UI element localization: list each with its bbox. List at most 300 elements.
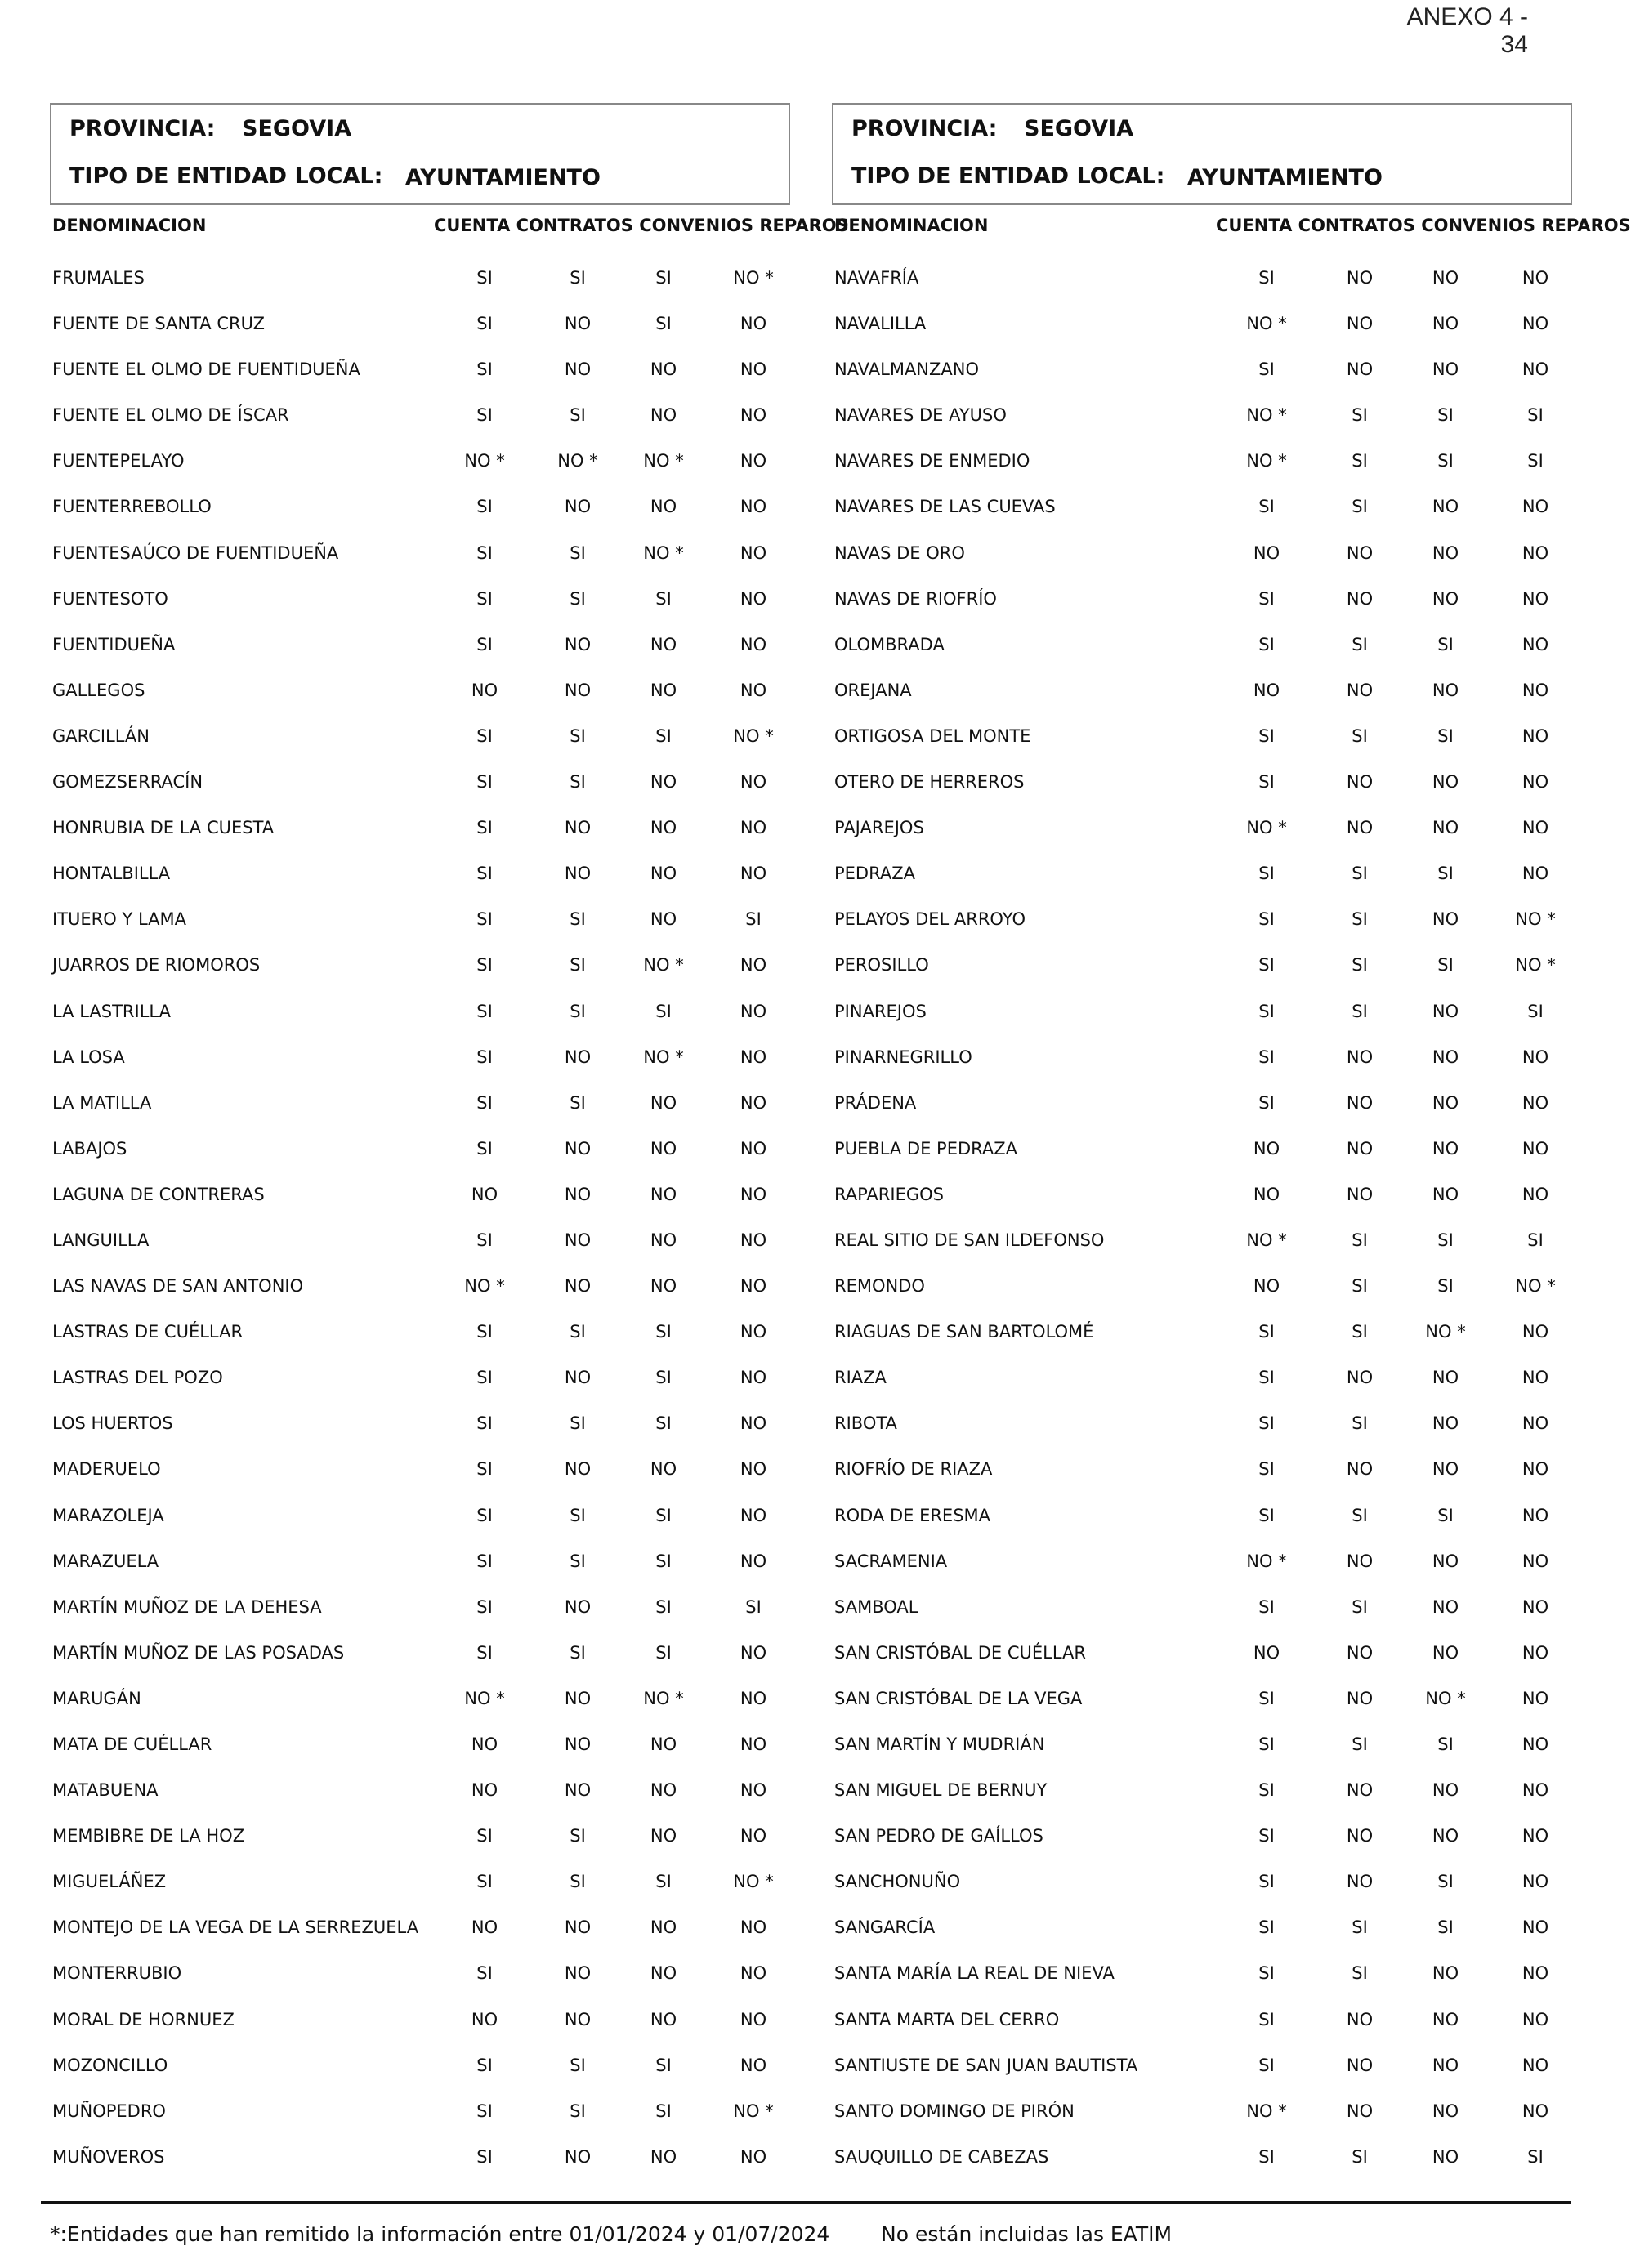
convenios-cell: NO — [650, 1826, 677, 1846]
denominacion-cell: GOMEZSERRACÍN — [52, 772, 203, 792]
reparos-cell: NO — [740, 588, 767, 609]
contratos-cell: NO — [564, 1780, 592, 1801]
reparos-cell: NO — [740, 405, 767, 426]
cuenta-cell: SI — [1258, 1092, 1275, 1113]
cuenta-cell: SI — [1258, 1688, 1275, 1708]
convenios-cell: NO — [650, 405, 677, 426]
table-row — [832, 1862, 1572, 1908]
convenios-cell: NO * — [1425, 1322, 1466, 1342]
cuenta-cell: SI — [1258, 634, 1275, 654]
convenios-cell: NO — [650, 864, 677, 884]
table-row — [50, 1404, 790, 1449]
contratos-cell: SI — [1352, 1918, 1368, 1938]
contratos-cell: NO — [1346, 1184, 1374, 1204]
denominacion-cell: SAN MIGUEL DE BERNUY — [834, 1780, 1048, 1801]
contratos-cell: NO — [564, 1184, 592, 1204]
reparos-cell: NO — [1522, 1551, 1549, 1571]
contratos-cell: NO — [1346, 1459, 1374, 1480]
cuenta-cell: SI — [476, 772, 493, 792]
convenios-cell: NO — [1432, 772, 1459, 792]
reparos-cell: NO — [1522, 1459, 1549, 1480]
contratos-cell: SI — [570, 1505, 586, 1525]
reparos-cell: NO — [740, 1963, 767, 1984]
contratos-cell: SI — [1352, 955, 1368, 976]
cuenta-cell: SI — [1258, 1734, 1275, 1754]
table-row — [50, 304, 790, 350]
convenios-cell: NO — [1432, 680, 1459, 700]
convenios-cell: NO — [1432, 1780, 1459, 1801]
denominacion-cell: PEDRAZA — [834, 864, 915, 884]
reparos-cell: NO — [1522, 818, 1549, 838]
col-contratos: CONTRATOS — [1298, 216, 1415, 235]
table-row — [832, 1725, 1572, 1770]
convenios-cell: NO — [1432, 1642, 1459, 1663]
convenios-cell: NO — [1432, 2101, 1459, 2121]
cuenta-cell: NO — [471, 1918, 498, 1938]
denominacion-cell: NAVARES DE ENMEDIO — [834, 451, 1030, 471]
contratos-cell: NO — [564, 634, 592, 654]
denominacion-cell: MIGUELÁÑEZ — [52, 1872, 167, 1892]
denominacion-cell: LAS NAVAS DE SAN ANTONIO — [52, 1276, 304, 1297]
reparos-cell: SI — [1527, 451, 1544, 471]
denominacion-cell: SANTA MARÍA LA REAL DE NIEVA — [834, 1963, 1115, 1984]
cuenta-cell: SI — [1258, 1459, 1275, 1480]
cuenta-cell: SI — [1258, 2009, 1275, 2029]
cuenta-cell: NO * — [464, 1688, 505, 1708]
reparos-cell: NO — [1522, 1780, 1549, 1801]
table-row — [832, 1083, 1572, 1129]
denominacion-cell: GALLEGOS — [52, 680, 145, 700]
table-row — [50, 1587, 790, 1633]
reparos-cell: NO — [740, 1230, 767, 1250]
contratos-cell: SI — [570, 1413, 586, 1434]
cuenta-cell: SI — [476, 1413, 493, 1434]
cuenta-cell: NO — [1253, 1642, 1280, 1663]
denominacion-cell: REMONDO — [834, 1276, 925, 1297]
col-denominacion: DENOMINACION — [834, 216, 989, 235]
reparos-cell: NO — [740, 1688, 767, 1708]
cuenta-cell: SI — [476, 2101, 493, 2121]
denominacion-cell: MARAZOLEJA — [52, 1505, 164, 1525]
table-row — [832, 671, 1572, 717]
contratos-cell: NO — [1346, 2055, 1374, 2075]
cuenta-cell: NO — [471, 1184, 498, 1204]
reparos-cell: NO — [1522, 1413, 1549, 1434]
col-reparos: REPAROS — [759, 216, 849, 235]
bottom-divider — [41, 2201, 1571, 2204]
convenios-cell: SI — [655, 1413, 672, 1434]
denominacion-cell: SANCHONUÑO — [834, 1872, 961, 1892]
table-row — [832, 625, 1572, 671]
cuenta-cell: SI — [1258, 1780, 1275, 1801]
reparos-cell: NO — [740, 1276, 767, 1297]
reparos-cell: NO — [740, 2055, 767, 2075]
contratos-cell: SI — [1352, 1230, 1368, 1250]
reparos-cell: NO — [740, 772, 767, 792]
table-row — [832, 1404, 1572, 1449]
convenios-cell: NO — [650, 1138, 677, 1159]
cuenta-cell: SI — [1258, 772, 1275, 792]
convenios-cell: SI — [655, 314, 672, 334]
denominacion-cell: OREJANA — [834, 680, 912, 700]
convenios-cell: SI — [655, 2055, 672, 2075]
cuenta-cell: SI — [476, 2055, 493, 2075]
denominacion-cell: NAVAFRÍA — [834, 268, 919, 288]
reparos-cell: NO — [1522, 268, 1549, 288]
reparos-cell: NO — [740, 451, 767, 471]
table-row — [50, 1679, 790, 1725]
contratos-cell: SI — [570, 1642, 586, 1663]
denominacion-cell: LANGUILLA — [52, 1230, 150, 1250]
convenios-cell: SI — [1437, 1276, 1454, 1297]
denominacion-cell: RIOFRÍO DE RIAZA — [834, 1459, 993, 1480]
cuenta-cell: NO — [471, 1734, 498, 1754]
table-row — [832, 1129, 1572, 1175]
denominacion-cell: NAVAS DE RIOFRÍO — [834, 588, 997, 609]
table-row — [832, 2137, 1572, 2183]
table-row — [832, 1633, 1572, 1679]
denominacion-cell: SAN PEDRO DE GAÍLLOS — [834, 1826, 1043, 1846]
header-box — [50, 103, 790, 205]
convenios-cell: NO — [650, 1459, 677, 1480]
convenios-cell: NO * — [643, 1047, 684, 1067]
convenios-cell: NO — [1432, 1826, 1459, 1846]
convenios-cell: NO — [1432, 909, 1459, 930]
reparos-cell: NO — [740, 497, 767, 517]
cuenta-cell: SI — [476, 359, 493, 380]
contratos-cell: NO — [1346, 1642, 1374, 1663]
contratos-cell: NO — [1346, 2009, 1374, 2029]
contratos-cell: SI — [570, 909, 586, 930]
cuenta-cell: SI — [476, 497, 493, 517]
table-row — [832, 1816, 1572, 1862]
reparos-cell: NO — [1522, 497, 1549, 517]
contratos-cell: NO — [564, 314, 592, 334]
cuenta-cell: NO * — [1246, 451, 1287, 471]
reparos-cell: NO * — [1515, 909, 1556, 930]
cuenta-cell: NO — [1253, 542, 1280, 563]
convenios-cell: NO — [1432, 2146, 1459, 2167]
reparos-cell: NO * — [733, 268, 774, 288]
cuenta-cell: SI — [476, 1872, 493, 1892]
reparos-cell: NO — [740, 955, 767, 976]
cuenta-cell: NO — [1253, 1276, 1280, 1297]
contratos-cell: SI — [1352, 864, 1368, 884]
contratos-cell: NO — [1346, 314, 1374, 334]
provincia-value: SEGOVIA — [1024, 116, 1134, 141]
cuenta-cell: NO * — [464, 1276, 505, 1297]
denominacion-cell: JUARROS DE RIOMOROS — [52, 955, 261, 976]
table-row — [832, 1542, 1572, 1587]
table-row — [832, 1312, 1572, 1358]
table-row — [832, 1496, 1572, 1542]
table-row — [50, 487, 790, 533]
contratos-cell: SI — [1352, 909, 1368, 930]
contratos-cell: NO — [564, 1230, 592, 1250]
col-contratos: CONTRATOS — [516, 216, 633, 235]
reparos-cell: NO — [740, 1322, 767, 1342]
reparos-cell: NO — [740, 1918, 767, 1938]
convenios-cell: NO — [1432, 314, 1459, 334]
table-row — [50, 1266, 790, 1312]
provincia-value: SEGOVIA — [242, 116, 352, 141]
denominacion-cell: RIAZA — [834, 1368, 887, 1388]
denominacion-cell: NAVAS DE ORO — [834, 542, 965, 563]
cuenta-cell: SI — [1258, 1413, 1275, 1434]
denominacion-cell: MONTERRUBIO — [52, 1963, 182, 1984]
denominacion-cell: PINAREJOS — [834, 1001, 927, 1021]
convenios-cell: SI — [655, 1368, 672, 1388]
reparos-cell: NO — [1522, 1918, 1549, 1938]
contratos-cell: SI — [1352, 1276, 1368, 1297]
cuenta-cell: NO * — [1246, 1230, 1287, 1250]
table-row — [832, 1175, 1572, 1221]
convenios-cell: NO — [1432, 1047, 1459, 1067]
denominacion-cell: PRÁDENA — [834, 1092, 917, 1113]
table-row — [832, 1679, 1572, 1725]
denominacion-cell: SAN CRISTÓBAL DE CUÉLLAR — [834, 1642, 1087, 1663]
denominacion-cell: NAVALILLA — [834, 314, 927, 334]
convenios-cell: NO * — [643, 1688, 684, 1708]
page-label: ANEXO 4 - 34 — [1406, 3, 1528, 58]
convenios-cell: NO — [1432, 1184, 1459, 1204]
cuenta-cell: SI — [476, 1551, 493, 1571]
contratos-cell: SI — [1352, 725, 1368, 746]
table-row — [50, 945, 790, 991]
table-row — [50, 1908, 790, 1953]
cuenta-cell: SI — [1258, 955, 1275, 976]
cuenta-cell: SI — [476, 1092, 493, 1113]
cuenta-cell: SI — [476, 1047, 493, 1067]
header-box — [832, 103, 1572, 205]
denominacion-cell: HONRUBIA DE LA CUESTA — [52, 818, 275, 838]
table-row — [832, 854, 1572, 900]
table-row — [50, 350, 790, 395]
reparos-cell: NO — [1522, 1505, 1549, 1525]
reparos-cell: NO — [740, 1368, 767, 1388]
tipo-entidad-label: TIPO DE ENTIDAD LOCAL: — [851, 163, 1165, 189]
convenios-cell: SI — [655, 1872, 672, 1892]
table-row — [832, 1221, 1572, 1266]
contratos-cell: SI — [1352, 2146, 1368, 2167]
contratos-cell: SI — [570, 542, 586, 563]
contratos-cell: NO — [564, 864, 592, 884]
table-row — [50, 808, 790, 854]
denominacion-cell: SANTIUSTE DE SAN JUAN BAUTISTA — [834, 2055, 1138, 2075]
contratos-cell: SI — [1352, 1505, 1368, 1525]
reparos-cell: NO — [1522, 1963, 1549, 1984]
reparos-cell: NO — [740, 1001, 767, 1021]
contratos-cell: NO — [564, 1047, 592, 1067]
convenios-cell: NO — [1432, 2009, 1459, 2029]
table-row — [50, 717, 790, 762]
convenios-cell: SI — [655, 1596, 672, 1617]
convenios-cell: SI — [655, 268, 672, 288]
contratos-cell: SI — [1352, 497, 1368, 517]
cuenta-cell: SI — [476, 634, 493, 654]
convenios-cell: SI — [1437, 1505, 1454, 1525]
convenios-cell: NO — [1432, 818, 1459, 838]
reparos-cell: SI — [1527, 2146, 1544, 2167]
table-row — [50, 441, 790, 487]
table-row — [832, 1770, 1572, 1816]
right-table-body — [832, 258, 1572, 2183]
footnote: *:Entidades que han remitido la información entre 01/01/2024 y 01/07/2024 — [50, 2222, 830, 2246]
convenios-cell: NO — [1432, 497, 1459, 517]
reparos-cell: NO — [740, 1734, 767, 1754]
contratos-cell: NO — [564, 497, 592, 517]
contratos-cell: NO — [564, 2146, 592, 2167]
contratos-cell: SI — [570, 1826, 586, 1846]
convenios-cell: SI — [1437, 864, 1454, 884]
cuenta-cell: SI — [476, 1505, 493, 1525]
reparos-cell: NO — [1522, 1734, 1549, 1754]
table-row — [832, 441, 1572, 487]
table-row — [50, 900, 790, 945]
cuenta-cell: NO — [1253, 1184, 1280, 1204]
denominacion-cell: LABAJOS — [52, 1138, 127, 1159]
reparos-cell: SI — [1527, 405, 1544, 426]
cuenta-cell: SI — [1258, 497, 1275, 517]
convenios-cell: SI — [1437, 634, 1454, 654]
reparos-cell: SI — [1527, 1230, 1544, 1250]
denominacion-cell: MOZONCILLO — [52, 2055, 168, 2075]
contratos-cell: SI — [1352, 1963, 1368, 1984]
contratos-cell: SI — [570, 268, 586, 288]
reparos-cell: NO — [740, 2009, 767, 2029]
denominacion-cell: HONTALBILLA — [52, 864, 171, 884]
reparos-cell: NO — [1522, 864, 1549, 884]
reparos-cell: NO — [740, 680, 767, 700]
contratos-cell: NO — [1346, 1092, 1374, 1113]
denominacion-cell: PINARNEGRILLO — [834, 1047, 972, 1067]
denominacion-cell: PELAYOS DEL ARROYO — [834, 909, 1026, 930]
column-headers — [832, 216, 1631, 248]
table-row — [50, 1129, 790, 1175]
cuenta-cell: SI — [1258, 1001, 1275, 1021]
denominacion-cell: MARTÍN MUÑOZ DE LA DEHESA — [52, 1596, 322, 1617]
convenios-cell: NO — [650, 1963, 677, 1984]
column-headers — [50, 216, 849, 248]
convenios-cell: SI — [1437, 451, 1454, 471]
denominacion-cell: NAVARES DE LAS CUEVAS — [834, 497, 1056, 517]
cuenta-cell: SI — [476, 1368, 493, 1388]
denominacion-cell: LA LOSA — [52, 1047, 125, 1067]
denominacion-cell: MORAL DE HORNUEZ — [52, 2009, 235, 2029]
table-row — [832, 2000, 1572, 2046]
convenios-cell: NO — [650, 1276, 677, 1297]
denominacion-cell: FUENTE EL OLMO DE ÍSCAR — [52, 405, 289, 426]
table-row — [50, 1770, 790, 1816]
denominacion-cell: LA LASTRILLA — [52, 1001, 171, 1021]
reparos-cell: NO — [1522, 1092, 1549, 1113]
contratos-cell: NO — [1346, 2101, 1374, 2121]
table-row — [50, 854, 790, 900]
table-row — [832, 900, 1572, 945]
contratos-cell: SI — [1352, 1413, 1368, 1434]
reparos-cell: NO — [740, 1138, 767, 1159]
contratos-cell: SI — [1352, 1734, 1368, 1754]
cuenta-cell: SI — [1258, 1918, 1275, 1938]
left-table-body — [50, 258, 790, 2183]
col-convenios: CONVENIOS — [639, 216, 754, 235]
contratos-cell: SI — [1352, 634, 1368, 654]
cuenta-cell: SI — [476, 864, 493, 884]
table-row — [50, 2092, 790, 2137]
convenios-cell: NO — [650, 680, 677, 700]
contratos-cell: SI — [570, 725, 586, 746]
cuenta-cell: SI — [1258, 1368, 1275, 1388]
contratos-cell: NO — [564, 1688, 592, 1708]
cuenta-cell: SI — [1258, 1963, 1275, 1984]
convenios-cell: NO — [1432, 2055, 1459, 2075]
contratos-cell: NO — [564, 1918, 592, 1938]
table-row — [50, 1496, 790, 1542]
denominacion-cell: FUENTERREBOLLO — [52, 497, 212, 517]
reparos-cell: NO — [1522, 1596, 1549, 1617]
table-row — [832, 487, 1572, 533]
contratos-cell: NO — [1346, 1551, 1374, 1571]
cuenta-cell: NO * — [1246, 1551, 1287, 1571]
contratos-cell: SI — [1352, 405, 1368, 426]
contratos-cell: SI — [570, 1092, 586, 1113]
reparos-cell: NO — [1522, 542, 1549, 563]
col-cuenta: CUENTA — [1216, 216, 1293, 235]
table-row — [832, 2092, 1572, 2137]
cuenta-cell: SI — [1258, 864, 1275, 884]
cuenta-cell: SI — [476, 1001, 493, 1021]
cuenta-cell: NO * — [1246, 818, 1287, 838]
col-group — [1216, 216, 1631, 235]
contratos-cell: NO — [1346, 680, 1374, 700]
reparos-cell: NO — [1522, 1368, 1549, 1388]
reparos-cell: NO — [1522, 314, 1549, 334]
cuenta-cell: SI — [1258, 1047, 1275, 1067]
cuenta-cell: SI — [476, 1826, 493, 1846]
denominacion-cell: SACRAMENIA — [834, 1551, 948, 1571]
denominacion-cell: PEROSILLO — [834, 955, 929, 976]
cuenta-cell: SI — [476, 405, 493, 426]
convenios-cell: NO — [650, 1780, 677, 1801]
tipo-entidad-value: AYUNTAMIENTO — [405, 165, 601, 190]
reparos-cell: NO — [740, 1413, 767, 1434]
cuenta-cell: SI — [476, 1596, 493, 1617]
reparos-cell: NO — [740, 1780, 767, 1801]
denominacion-cell: SAUQUILLO DE CABEZAS — [834, 2146, 1049, 2167]
cuenta-cell: SI — [476, 588, 493, 609]
convenios-cell: NO — [1432, 1001, 1459, 1021]
reparos-cell: NO — [740, 1047, 767, 1067]
reparos-cell: SI — [745, 1596, 762, 1617]
convenios-cell: SI — [655, 1505, 672, 1525]
denominacion-cell: FUENTE EL OLMO DE FUENTIDUEÑA — [52, 359, 360, 380]
contratos-cell: SI — [1352, 1322, 1368, 1342]
denominacion-cell: MARAZUELA — [52, 1551, 159, 1571]
convenios-cell: NO — [650, 1184, 677, 1204]
reparos-cell: NO — [1522, 772, 1549, 792]
convenios-cell: NO — [1432, 588, 1459, 609]
denominacion-cell: LASTRAS DE CUÉLLAR — [52, 1322, 244, 1342]
reparos-cell: NO — [1522, 1047, 1549, 1067]
denominacion-cell: RIAGUAS DE SAN BARTOLOMÉ — [834, 1322, 1094, 1342]
convenios-cell: NO — [1432, 359, 1459, 380]
contratos-cell: NO — [564, 1734, 592, 1754]
table-row — [50, 2000, 790, 2046]
cuenta-cell: NO * — [1246, 2101, 1287, 2121]
denominacion-cell: ORTIGOSA DEL MONTE — [834, 725, 1031, 746]
reparos-cell: NO — [1522, 2055, 1549, 2075]
table-row — [50, 992, 790, 1038]
